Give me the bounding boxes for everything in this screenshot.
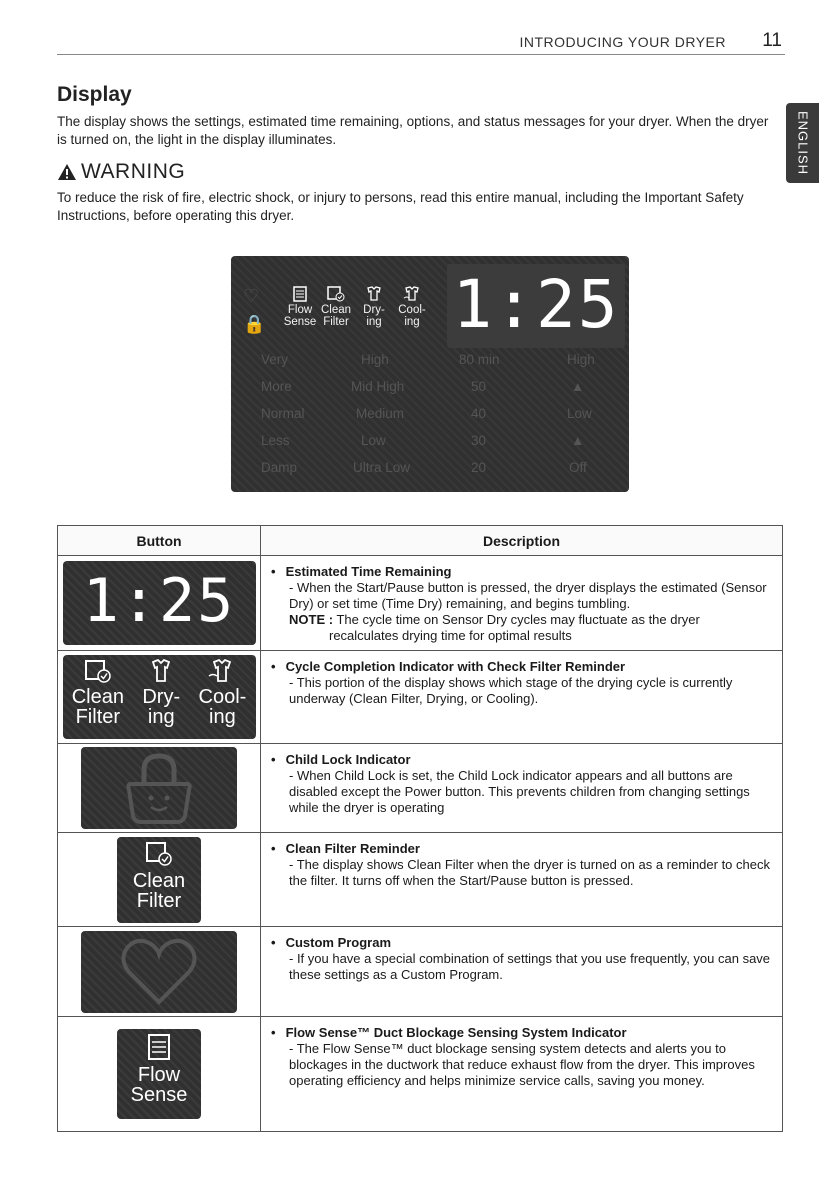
temperature-level: High [361,352,389,367]
table-row [58,927,783,1017]
heart-icon: ♡ [243,286,260,306]
indicator-label-line2: Sense [130,1084,188,1106]
indicator-label-line1: Clean [320,304,352,316]
note-text: The cycle time on Sensor Dry cycles may fluctuate as the dryer [336,612,700,627]
up-arrow-icon: ▲ [571,433,585,448]
indicator-label-line2: Filter [136,889,182,912]
warning-title: WARNING [81,160,186,183]
row-body: - When the Start/Pause button is pressed, the dryer displays the estimated (Sensor Dry) or set time (Time Dry) remaining, and begins tumbling. [289,580,767,611]
dryness-level: Less [261,433,290,448]
indicator-label-line2: ing [404,316,420,328]
indicator-clean-filter [317,286,355,328]
indicator-label-line2: ing [209,706,236,728]
row-title: Child Lock Indicator [285,752,411,767]
indicator-label-line1: Dry- [363,304,385,316]
language-tab-label: ENGLISH [795,110,810,176]
running-head: INTRODUCING YOUR DRYER [519,34,726,50]
row-title: Cycle Completion Indicator with Check Filter Reminder [285,659,626,674]
button-image-cell [58,927,261,1017]
warning-icon [57,163,77,181]
extra-level: High [567,352,595,367]
row-note [271,612,772,628]
language-tab [786,103,819,183]
row-body: - This portion of the display shows which stage of the drying cycle is currently underway (Clean Filter, Drying, or Cooling). [289,675,733,706]
indicator-cooling [393,286,431,328]
filter-check-icon [327,286,345,302]
filter-check-icon [144,841,174,867]
indicator-label-line1: Cool- [398,304,426,316]
table-header-button: Button [58,526,261,556]
flow-sense-image [117,1029,201,1119]
button-image-cell [58,556,261,651]
note-text-continued: recalculates drying time for optimal results [329,628,572,643]
row-body: - The display shows Clean Filter when the dryer is turned on as a reminder to check the filter. It turns off when the Start/Pause button is pressed. [289,857,770,888]
row-body: - The Flow Sense™ duct blockage sensing system detects and alerts you to blockages in the ductwork that reduce exhaust flow from the dryer. This improves operating efficiency and helps minimize service calls, saving you money. [289,1041,755,1088]
time-level: 40 [471,406,487,421]
description-cell [261,556,783,651]
time-level: 50 [471,379,487,394]
bullet: • [271,659,276,674]
row-body: - If you have a special combination of settings that you use frequently, you can save these settings as a Custom Program. [289,951,771,982]
clean-filter-indicator [72,659,124,727]
child-lock-icon [119,750,199,826]
indicator-label-line1: Cool- [198,686,247,708]
clean-filter-image [117,837,201,923]
indicator-label-line2: ing [366,316,382,328]
time-level: 20 [471,460,487,475]
child-lock-image [81,747,237,829]
button-image-cell [58,744,261,833]
description-cell [261,651,783,744]
shirt-fan-icon [403,286,421,302]
button-image-cell [58,1017,261,1132]
child-lock-icon: 🔒 [243,314,266,334]
extra-level: Low [567,406,592,421]
header-rule [57,54,785,55]
row-title: Estimated Time Remaining [285,564,452,579]
time-level: 30 [471,433,487,448]
indicator-label-line1: Flow [287,304,313,316]
dryness-level: Very [261,352,289,367]
table-row [58,556,783,651]
description-cell [261,1017,783,1132]
cooling-indicator [199,659,247,727]
indicator-drying [355,286,393,328]
button-image-cell [58,651,261,744]
warning-paragraph: To reduce the risk of fire, electric shock, or injury to persons, read this entire manual, including the Important Safety Instructions, before operating this dryer. [57,190,744,223]
dryness-level: More [261,379,292,394]
bullet: • [271,1025,276,1040]
indicator-label-line2: Filter [323,316,349,328]
table-row [58,833,783,927]
table-row [58,744,783,833]
display-paragraph: The display shows the settings, estimated time remaining, options, and status messages for your dryer. When the dryer is turned on, the light in the display illuminates. [57,114,769,147]
extra-level: Off [569,460,587,475]
drying-indicator [142,659,180,727]
bullet: • [271,841,276,856]
up-arrow-icon: ▲ [571,379,585,394]
description-cell [261,744,783,833]
table-row [58,1017,783,1132]
time-display-image [63,561,256,645]
indicator-label-line1: Clean [71,686,124,708]
indicator-label-line2: Filter [75,706,121,728]
row-title: Flow Sense™ Duct Blockage Sensing System Indicator [285,1025,627,1040]
temperature-level: Mid High [351,379,405,394]
filter-grid-icon [146,1033,172,1061]
time-display-value: 1:25 [82,566,236,636]
description-cell [261,833,783,927]
indicator-flow-sense [281,286,319,328]
panel-time-value: 1:25 [452,266,620,343]
description-cell [261,927,783,1017]
button-image-cell [58,833,261,927]
filter-check-icon [84,659,112,683]
filter-grid-icon [292,286,308,302]
warning-heading [57,160,185,184]
display-panel [231,256,629,492]
row-title: Clean Filter Reminder [285,841,420,856]
indicator-label-line1: Clean [132,869,186,892]
dryness-level: Normal [261,406,305,421]
temperature-level: Medium [356,406,405,421]
heart-icon [119,936,199,1008]
custom-program-image [81,931,237,1013]
temperature-level: Ultra Low [353,460,411,475]
section-title: Display [57,83,132,106]
row-title: Custom Program [285,935,392,950]
bullet: • [271,564,276,579]
row-body: - When Child Lock is set, the Child Lock indicator appears and all buttons are disabled except the Power button. This prevents children from changing settings while the dryer is operating [289,768,750,815]
page-number: 11 [762,30,782,51]
shirt-heat-icon [365,286,383,302]
button-table [57,525,783,1132]
indicator-label-line2: Sense [283,316,317,328]
panel-time-display [447,264,625,348]
indicator-label-line1: Flow [137,1064,181,1086]
shirt-fan-icon [208,659,236,683]
bullet: • [271,752,276,767]
indicator-label-line2: ing [147,706,175,728]
dryness-level: Damp [261,460,298,475]
cycle-indicator-image [63,655,256,739]
table-header-row [58,526,783,556]
time-level: 80 min [459,352,500,367]
table-header-description: Description [261,526,783,556]
indicator-label-line1: Dry- [142,686,181,708]
shirt-heat-icon [147,659,175,683]
bullet: • [271,935,276,950]
note-label: NOTE : [289,612,334,627]
temperature-level: Low [361,433,386,448]
table-row [58,651,783,744]
